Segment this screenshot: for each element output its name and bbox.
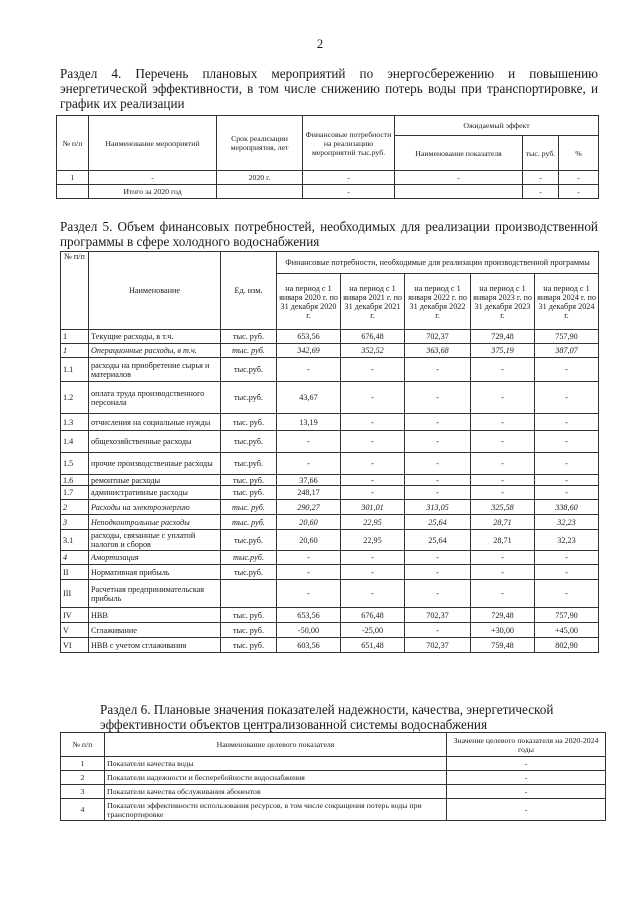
s4-header-num: № п/п — [57, 116, 89, 171]
cell-value: 342,69 — [277, 344, 341, 358]
cell-value: 676,48 — [341, 330, 405, 344]
cell-value: +30,00 — [471, 623, 535, 638]
cell-value: - — [471, 358, 535, 382]
cell-value: 352,52 — [341, 344, 405, 358]
cell: - — [395, 171, 523, 185]
cell-value: -50,00 — [277, 623, 341, 638]
s5-header-unit: Ед. изм. — [221, 252, 277, 330]
s5-header-period: на период с 1 января 2023 г. по 31 декабря 2023 г. — [471, 274, 535, 330]
cell: - — [447, 799, 606, 821]
table-row — [61, 382, 599, 414]
table-row — [61, 638, 599, 653]
cell-value: - — [405, 358, 471, 382]
cell-value: - — [405, 565, 471, 580]
cell-value: 338,60 — [535, 500, 599, 515]
cell-name: Сглаживание — [89, 623, 221, 638]
cell: - — [523, 185, 559, 199]
cell-value: - — [341, 565, 405, 580]
cell-num: 4 — [61, 551, 89, 565]
cell-value: +45,00 — [535, 623, 599, 638]
cell-name: НВВ с учетом сглаживания — [89, 638, 221, 653]
table-row — [61, 475, 599, 486]
cell: - — [447, 785, 606, 799]
s5-header-name: Наименование — [89, 252, 221, 330]
cell-name: ремонтные расходы — [89, 475, 221, 486]
cell-value: - — [535, 382, 599, 414]
cell-num: III — [61, 580, 89, 608]
s5-header-period: на период с 1 января 2020 г. по 31 декабря 2020 г. — [277, 274, 341, 330]
cell-unit: тыс.руб. — [221, 565, 277, 580]
cell-value: - — [405, 486, 471, 500]
cell: - — [303, 185, 395, 199]
cell-value: - — [535, 453, 599, 475]
cell-value: - — [341, 382, 405, 414]
s5-header-period: на период с 1 января 2021 г. по 31 декабря 2021 г. — [341, 274, 405, 330]
cell-value: - — [341, 551, 405, 565]
s6-header-value: Значение целевого показателя на 2020-2024 годы — [447, 733, 606, 757]
cell-value: - — [277, 551, 341, 565]
table-row — [57, 171, 599, 185]
cell: Показатели эффективности использования ресурсов, в том числе сокращения потерь воды при транспортировке — [105, 799, 447, 821]
table-row — [61, 565, 599, 580]
s6-header-num: № п/п — [61, 733, 105, 757]
cell-value: - — [535, 565, 599, 580]
cell-value: - — [277, 565, 341, 580]
cell-num: 3 — [61, 515, 89, 530]
s6-header-name: Наименование целевого показателя — [105, 733, 447, 757]
cell: - — [447, 771, 606, 785]
cell-value: 729,48 — [471, 330, 535, 344]
cell-value: 387,07 — [535, 344, 599, 358]
cell-value: 702,37 — [405, 330, 471, 344]
cell-value: - — [277, 358, 341, 382]
cell-num: 3.1 — [61, 530, 89, 551]
cell: - — [559, 171, 599, 185]
cell-value: 313,05 — [405, 500, 471, 515]
cell-value: 301,01 — [341, 500, 405, 515]
cell-value: 28,71 — [471, 530, 535, 551]
cell: 2020 г. — [217, 171, 303, 185]
cell-unit: тыс. руб. — [221, 500, 277, 515]
table-row — [61, 515, 599, 530]
cell-num: 1.2 — [61, 382, 89, 414]
table-row — [61, 431, 599, 453]
cell-num: 2 — [61, 500, 89, 515]
table-row — [61, 551, 599, 565]
cell-value: 22,95 — [341, 530, 405, 551]
table-row — [61, 608, 599, 623]
cell-value: - — [405, 580, 471, 608]
cell-value: - — [535, 551, 599, 565]
cell-value: - — [341, 475, 405, 486]
cell: 1 — [61, 757, 105, 771]
cell-unit: тыс. руб. — [221, 486, 277, 500]
cell-value: 802,90 — [535, 638, 599, 653]
cell: - — [447, 757, 606, 771]
cell-num: 1.3 — [61, 414, 89, 431]
cell-num: IV — [61, 608, 89, 623]
section5-table — [60, 251, 599, 653]
cell-value: - — [535, 358, 599, 382]
s5-header-period: на период с 1 января 2024 г. по 31 декабря 2024 г. — [535, 274, 599, 330]
cell-value: 28,71 — [471, 515, 535, 530]
table-row — [61, 757, 606, 771]
s5-header-num: № п/п — [61, 252, 89, 330]
cell-value: 25,64 — [405, 530, 471, 551]
cell-value: 702,37 — [405, 608, 471, 623]
cell-name: Нормативная прибыль — [89, 565, 221, 580]
section4-table — [56, 115, 599, 199]
cell-unit: тыс.руб. — [221, 530, 277, 551]
cell-value: - — [535, 475, 599, 486]
cell-num: 1.1 — [61, 358, 89, 382]
cell-value: - — [405, 551, 471, 565]
cell: Показатели надежности и бесперебойности водоснабжения — [105, 771, 447, 785]
table-row — [61, 623, 599, 638]
cell-name: Текущие расходы, в т.ч. — [89, 330, 221, 344]
cell-num: 1 — [61, 330, 89, 344]
table-row — [61, 358, 599, 382]
cell: - — [89, 171, 217, 185]
s4-header-thousand: тыс. руб. — [523, 136, 559, 171]
cell: - — [523, 171, 559, 185]
cell-value: 20,60 — [277, 515, 341, 530]
cell-unit: тыс. руб. — [221, 330, 277, 344]
cell-value: 43,67 — [277, 382, 341, 414]
cell-value: 653,56 — [277, 330, 341, 344]
cell-value: - — [471, 414, 535, 431]
cell-name: расходы на приобретение сырья и материалов — [89, 358, 221, 382]
s4-header-indicator: Наименование показателя — [395, 136, 523, 171]
cell-value: 248,17 — [277, 486, 341, 500]
cell-value: - — [277, 453, 341, 475]
table-row — [61, 530, 599, 551]
table-row — [61, 486, 599, 500]
cell-value: - — [405, 382, 471, 414]
cell-value: 290,27 — [277, 500, 341, 515]
cell-name: административные расходы — [89, 486, 221, 500]
s4-header-finance: Финансовые потребности на реализацию мероприятий тыс.руб. — [303, 116, 395, 171]
cell: Итого за 2020 год — [89, 185, 217, 199]
cell-unit: тыс.руб. — [221, 551, 277, 565]
cell-num: 1.5 — [61, 453, 89, 475]
page-number: 2 — [316, 36, 324, 51]
cell-value: 653,56 — [277, 608, 341, 623]
cell-value: - — [341, 414, 405, 431]
cell-value: - — [405, 623, 471, 638]
cell-unit: тыс. руб. — [221, 623, 277, 638]
cell-name: общехозяйственные расходы — [89, 431, 221, 453]
table-row — [61, 414, 599, 431]
cell: 1 — [57, 171, 89, 185]
s4-header-term: Срок реализации мероприятия, лет — [217, 116, 303, 171]
section4-title: Раздел 4. Перечень плановых мероприятий по энергосбережению и повышению энергетической эффективности, в том числе снижению потерь воды при транспортировке, и график их реализации — [60, 66, 598, 111]
cell-unit: тыс.руб. — [221, 382, 277, 414]
cell-value: - — [471, 475, 535, 486]
cell-num: 1.7 — [61, 486, 89, 500]
cell-unit: тыс. руб. — [221, 515, 277, 530]
cell — [217, 185, 303, 199]
s5-header-group: Финансовые потребности, необходимые для реализации производственной программы — [277, 252, 599, 274]
cell-unit: тыс.руб. — [221, 453, 277, 475]
cell-name: оплата труда производственного персонала — [89, 382, 221, 414]
cell: 2 — [61, 771, 105, 785]
cell-unit: тыс. руб. — [221, 638, 277, 653]
table-row — [61, 785, 606, 799]
cell-value: - — [341, 580, 405, 608]
cell-value: 603,56 — [277, 638, 341, 653]
cell-value: 702,37 — [405, 638, 471, 653]
cell-value: 757,90 — [535, 608, 599, 623]
cell — [57, 185, 89, 199]
cell-value: -25,00 — [341, 623, 405, 638]
section6-title: Раздел 6. Плановые значения показателей надежности, качества, энергетической эффективности объектов централизованной системы водоснабжения — [100, 702, 554, 732]
cell-value: - — [535, 580, 599, 608]
cell-value: - — [471, 486, 535, 500]
cell-value: 13,19 — [277, 414, 341, 431]
cell-value: - — [471, 580, 535, 608]
cell-num: 1.6 — [61, 475, 89, 486]
cell-value: 22,95 — [341, 515, 405, 530]
cell-value: 25,64 — [405, 515, 471, 530]
cell — [395, 185, 523, 199]
cell-name: Операционные расходы, в т.ч. — [89, 344, 221, 358]
table-row — [61, 580, 599, 608]
cell-num: 1.4 — [61, 431, 89, 453]
cell-value: - — [405, 414, 471, 431]
cell-value: 32,23 — [535, 530, 599, 551]
s5-header-period: на период с 1 января 2022 г. по 31 декабря 2022 г. — [405, 274, 471, 330]
cell-value: - — [277, 431, 341, 453]
cell-unit: тыс. руб. — [221, 475, 277, 486]
cell-value: - — [341, 431, 405, 453]
cell-value: - — [341, 358, 405, 382]
cell-value: - — [405, 431, 471, 453]
cell-value: - — [535, 431, 599, 453]
table-row — [57, 185, 599, 199]
cell-value: 37,66 — [277, 475, 341, 486]
cell-num: VI — [61, 638, 89, 653]
table-row — [61, 453, 599, 475]
cell-name: НВВ — [89, 608, 221, 623]
s4-header-name: Наименование мероприятий — [89, 116, 217, 171]
cell-value: - — [535, 414, 599, 431]
cell-name: расходы, связанные с уплатой налогов и сборов — [89, 530, 221, 551]
cell-num: II — [61, 565, 89, 580]
cell-value: 757,90 — [535, 330, 599, 344]
cell-value: 676,48 — [341, 608, 405, 623]
cell: 3 — [61, 785, 105, 799]
s4-header-percent: % — [559, 136, 599, 171]
cell-value: - — [471, 565, 535, 580]
cell-unit: тыс. руб. — [221, 414, 277, 431]
section6-table — [60, 732, 606, 821]
table-row — [61, 330, 599, 344]
cell-value: - — [471, 382, 535, 414]
cell-value: 375,19 — [471, 344, 535, 358]
cell-name: отчисления на социальные нужды — [89, 414, 221, 431]
cell-name: Расчетная предпринимательская прибыль — [89, 580, 221, 608]
cell-value: - — [471, 551, 535, 565]
table-row — [61, 500, 599, 515]
cell: - — [559, 185, 599, 199]
cell-value: - — [471, 431, 535, 453]
cell-unit: тыс.руб. — [221, 431, 277, 453]
cell-name: Амортизация — [89, 551, 221, 565]
cell-value: 20,60 — [277, 530, 341, 551]
table-row — [61, 771, 606, 785]
cell-num: V — [61, 623, 89, 638]
cell-value: 32,23 — [535, 515, 599, 530]
cell: Показатели качества обслуживания абонентов — [105, 785, 447, 799]
cell-value: - — [341, 453, 405, 475]
cell-unit: тыс.руб. — [221, 358, 277, 382]
cell-value: 363,68 — [405, 344, 471, 358]
cell-unit — [221, 580, 277, 608]
cell-value: - — [405, 453, 471, 475]
cell-unit: тыс. руб. — [221, 344, 277, 358]
cell-name: Расходы на электроэнергию — [89, 500, 221, 515]
cell-value: - — [341, 486, 405, 500]
cell-value: - — [277, 580, 341, 608]
cell-value: - — [471, 453, 535, 475]
cell-value: 729,48 — [471, 608, 535, 623]
cell-name: прочие производственные расходы — [89, 453, 221, 475]
s4-header-effect: Ожидаемый эффект — [395, 116, 599, 136]
cell: Показатели качества воды — [105, 757, 447, 771]
cell-num: 1 — [61, 344, 89, 358]
table-row — [61, 344, 599, 358]
cell-value: - — [535, 486, 599, 500]
cell-value: 325,58 — [471, 500, 535, 515]
cell: - — [303, 171, 395, 185]
cell-value: 759,48 — [471, 638, 535, 653]
table-row — [61, 799, 606, 821]
cell-value: - — [405, 475, 471, 486]
cell-name: Неподконтрольные расходы — [89, 515, 221, 530]
cell: 4 — [61, 799, 105, 821]
section5-title: Раздел 5. Объем финансовых потребностей, необходимых для реализации производственной программы в сфере холодного водоснабжения — [60, 219, 598, 249]
cell-unit: тыс. руб. — [221, 608, 277, 623]
cell-value: 651,48 — [341, 638, 405, 653]
